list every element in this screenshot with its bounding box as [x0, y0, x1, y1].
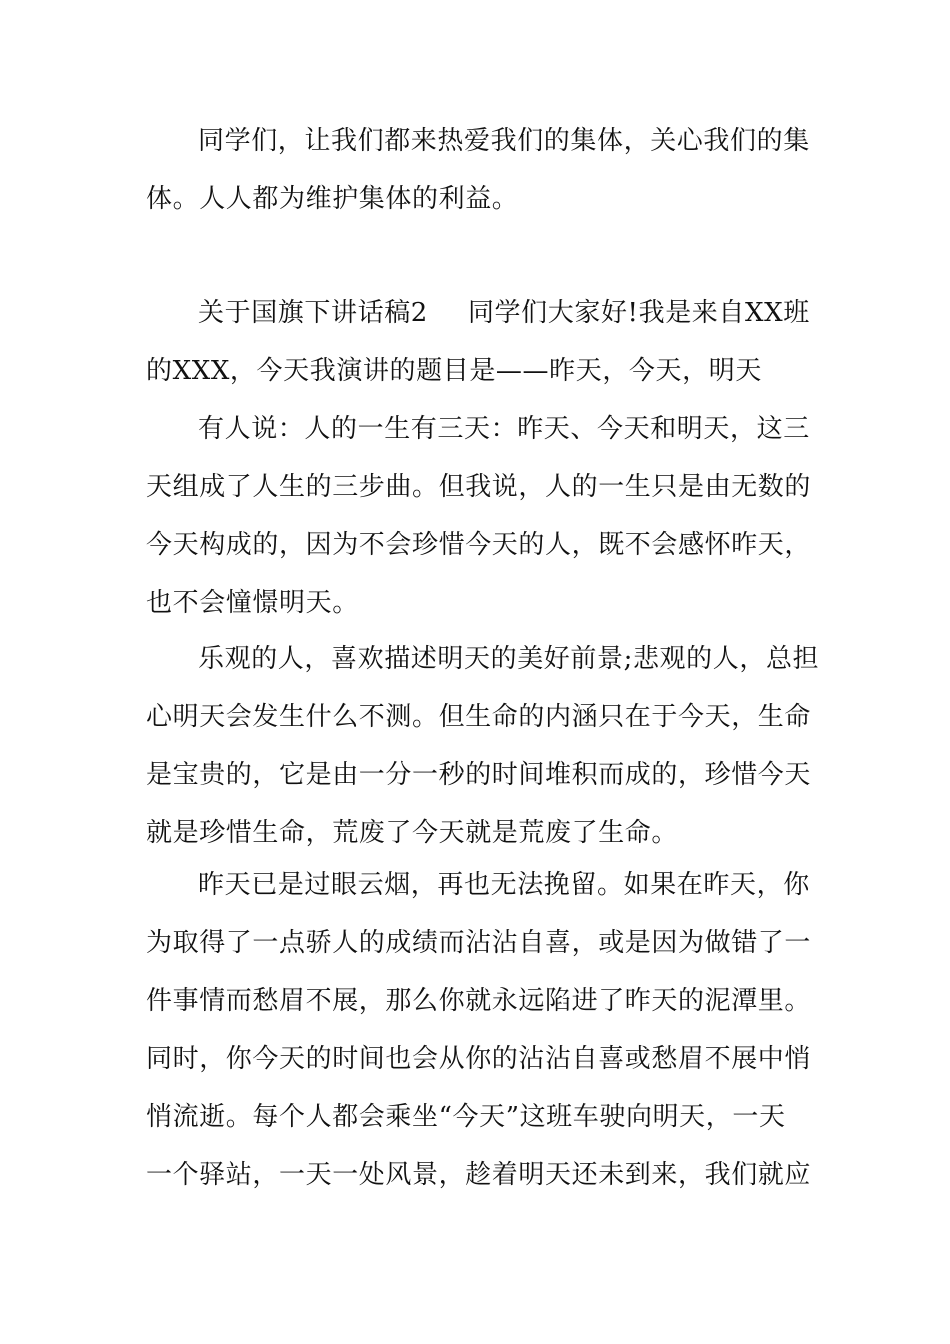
paragraph-yesterday: [146, 856, 812, 1204]
paragraph-collective: [146, 112, 808, 228]
heading-line: [146, 284, 808, 342]
text-line: 乐观的人，喜欢描述明天的美好前景;悲观的人，总担: [198, 644, 820, 674]
speech-heading: 关于国旗下讲话稿2: [198, 298, 428, 328]
paragraph-optimism: [146, 630, 820, 862]
text-line: 也不会憧憬明天。: [146, 588, 359, 618]
text-line: 悄流逝。每个人都会乘坐“今天”这班车驶向明天，一天: [146, 1102, 786, 1132]
text-line: 心明天会发生什么不测。但生命的内涵只在于今天，生命: [146, 702, 812, 732]
text-line: 昨天已是过眼云烟，再也无法挽留。如果在昨天，你: [198, 870, 810, 900]
text-line: 今天构成的，因为不会珍惜今天的人，既不会感怀昨天，: [146, 530, 812, 560]
text-line: 是宝贵的，它是由一分一秒的时间堆积而成的，珍惜今天: [146, 760, 812, 790]
text-line: 同学们，让我们都来热爱我们的集体，关心我们的集: [198, 126, 810, 156]
text-line: 天组成了人生的三步曲。但我说，人的一生只是由无数的: [146, 472, 812, 502]
text-line: 有人说：人的一生有三天：昨天、今天和明天，这三: [198, 414, 810, 444]
text-line: 一个驿站，一天一处风景，趁着明天还未到来，我们就应: [146, 1160, 812, 1190]
text-line: 为取得了一点骄人的成绩而沾沾自喜，或是因为做错了一: [146, 928, 812, 958]
text-line: 同时，你今天的时间也会从你的沾沾自喜或愁眉不展中悄: [146, 1044, 812, 1074]
text-line: 的XXX，今天我演讲的题目是——昨天，今天，明天: [146, 356, 762, 386]
text-line: 就是珍惜生命，荒废了今天就是荒废了生命。: [146, 818, 679, 848]
text-line: 件事情而愁眉不展，那么你就永远陷进了昨天的泥潭里。: [146, 986, 812, 1016]
greeting-text: 同学们大家好!我是来自XX班: [467, 298, 810, 328]
paragraph-speech-title: [146, 284, 808, 400]
text-line: 体。人人都为维护集体的利益。: [146, 184, 519, 214]
paragraph-three-days: [146, 400, 812, 632]
